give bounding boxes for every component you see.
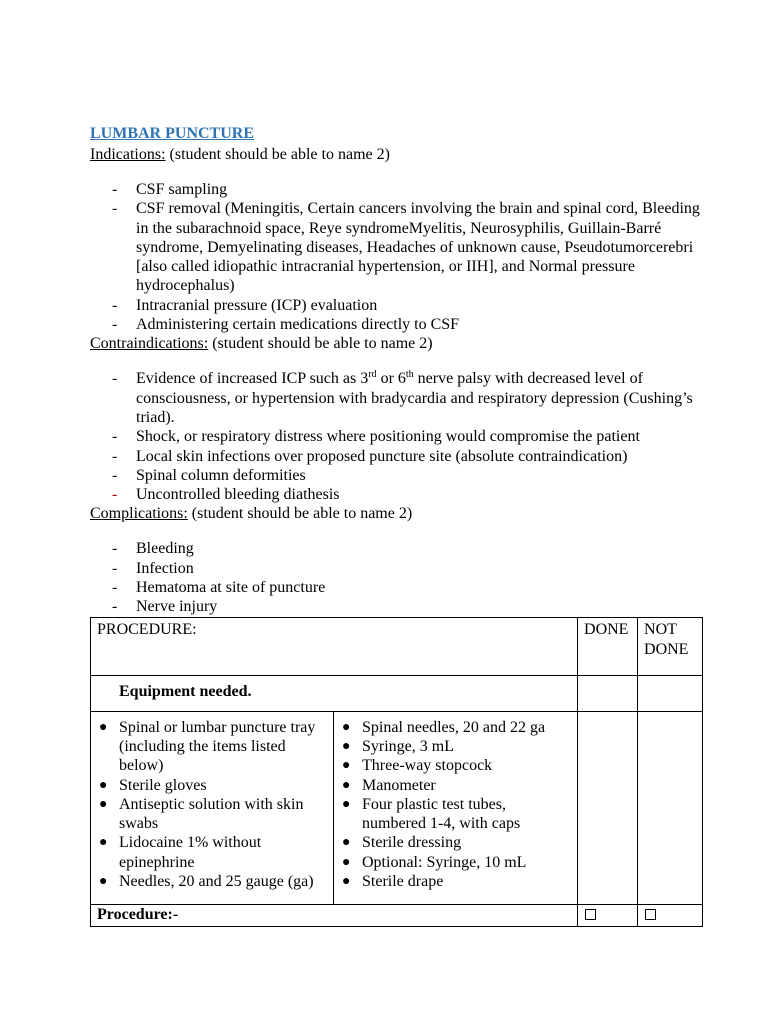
bullet-icon: ● [99, 835, 108, 851]
not-done-cell [638, 711, 703, 904]
list-item: ● Sterile gloves [99, 776, 207, 794]
equipment-left-cell [91, 711, 334, 904]
equipment-heading: Equipment needed. [91, 675, 578, 711]
indications-list [90, 180, 702, 334]
equipment-right-list [340, 718, 571, 892]
spacer [90, 165, 702, 180]
table-row [91, 675, 703, 711]
spacer [90, 354, 702, 369]
list-item: ● Lidocaine 1% without epinephrine [99, 834, 262, 871]
bullet-icon: ● [342, 874, 351, 890]
list-item: ● Manometer [342, 776, 436, 794]
not-done-cell [638, 904, 703, 926]
done-checkbox[interactable] [585, 909, 596, 920]
indications-heading: Indications: [90, 146, 166, 163]
indications-heading-line [90, 145, 702, 165]
bullet-icon: ● [342, 854, 351, 870]
not-done-cell [638, 675, 703, 711]
bullet-icon: ● [99, 719, 108, 735]
complications-list [90, 539, 702, 616]
procedure-header: PROCEDURE: [91, 617, 578, 675]
done-cell [578, 675, 638, 711]
bullet-icon: ● [342, 758, 351, 774]
bullet-icon: ● [342, 796, 351, 812]
indications-note: (student should be able to name 2) [165, 146, 390, 163]
list-item: - Spinal column deformities [112, 466, 306, 484]
done-header: DONE [578, 617, 638, 675]
list-item: - Nerve injury [112, 598, 218, 616]
complications-heading-line [90, 504, 702, 524]
list-item: - Shock, or respiratory distress where positioning would compromise the patient [112, 428, 640, 446]
list-item: - Administering certain medications directly to CSF [112, 316, 460, 334]
list-item: - Intracranial pressure (ICP) evaluation [112, 296, 378, 314]
document-page [90, 123, 702, 927]
equipment-right-cell [334, 711, 578, 904]
list-item: ● Sterile dressing [342, 834, 462, 852]
list-item: - CSF removal (Meningitis, Certain cancers involving the brain and spinal cord, Bleeding in the subarachnoid space, Reye syndromeMyelitis, Neurosyphilis, Guillain-Barré syndrome, Demyelinating diseases, Headaches of unknown cause, Pseudotumorcerebri [also called idiopathic intracranial hypertension, or IIH], and Normal pressure hydrocephalus) [112, 200, 700, 295]
list-item: - Infection [112, 559, 194, 577]
bullet-icon: ● [99, 874, 108, 890]
list-item: ● Antiseptic solution with skin swabs [99, 795, 304, 833]
list-item: ● Syringe, 3 mL [342, 737, 454, 755]
contraindications-heading: Contraindications: [90, 335, 209, 353]
bullet-icon: ● [99, 777, 108, 793]
table-row [91, 617, 703, 675]
list-item: ● Spinal or lumbar puncture tray (including the items listed below) [99, 718, 316, 775]
list-item: - Local skin infections over proposed puncture site (absolute contraindication) [112, 447, 628, 465]
list-item: ● Spinal needles, 20 and 22 ga [342, 718, 546, 736]
document-title: LUMBAR PUNCTURE [90, 125, 254, 142]
complications-heading: Complications: [90, 505, 188, 523]
bullet-icon: ● [342, 777, 351, 793]
list-item: ● Three-way stopcock [342, 757, 493, 775]
complications-note: (student should be able to name 2) [187, 505, 413, 523]
procedure-table [90, 617, 703, 927]
list-item: ● Sterile drape [342, 873, 444, 891]
list-item: - Evidence of increased ICP such as 3rd or 6th nerve palsy with decreased level of consciousness, or hypertension with bradycardia and respiratory depression (Cushing’s triad). [112, 369, 693, 426]
bullet-icon: ● [99, 796, 108, 812]
list-item: - Hematoma at site of puncture [112, 579, 326, 597]
done-cell [578, 711, 638, 904]
contraindications-heading-line [90, 334, 702, 354]
contraindications-list [90, 369, 702, 504]
list-item: - Uncontrolled bleeding diathesis [112, 486, 340, 504]
bullet-icon: ● [342, 835, 351, 851]
list-item: - Bleeding [112, 540, 194, 558]
list-item: ● Needles, 20 and 25 gauge (ga) [99, 873, 314, 891]
table-row [91, 711, 703, 904]
list-item: ● Optional: Syringe, 10 mL [342, 853, 527, 871]
table-row [91, 904, 703, 926]
contraindications-note: (student should be able to name 2) [208, 335, 433, 353]
procedure-row-label: Procedure:- [91, 904, 578, 926]
bullet-icon: ● [342, 738, 351, 754]
spacer [90, 524, 702, 539]
list-item: - CSF sampling [112, 181, 228, 198]
not-done-checkbox[interactable] [645, 909, 656, 920]
equipment-left-list [97, 718, 327, 892]
list-item: ● Four plastic test tubes, numbered 1-4, with caps [342, 795, 521, 833]
done-cell [578, 904, 638, 926]
not-done-header: NOT DONE [638, 617, 703, 675]
bullet-icon: ● [342, 719, 351, 735]
